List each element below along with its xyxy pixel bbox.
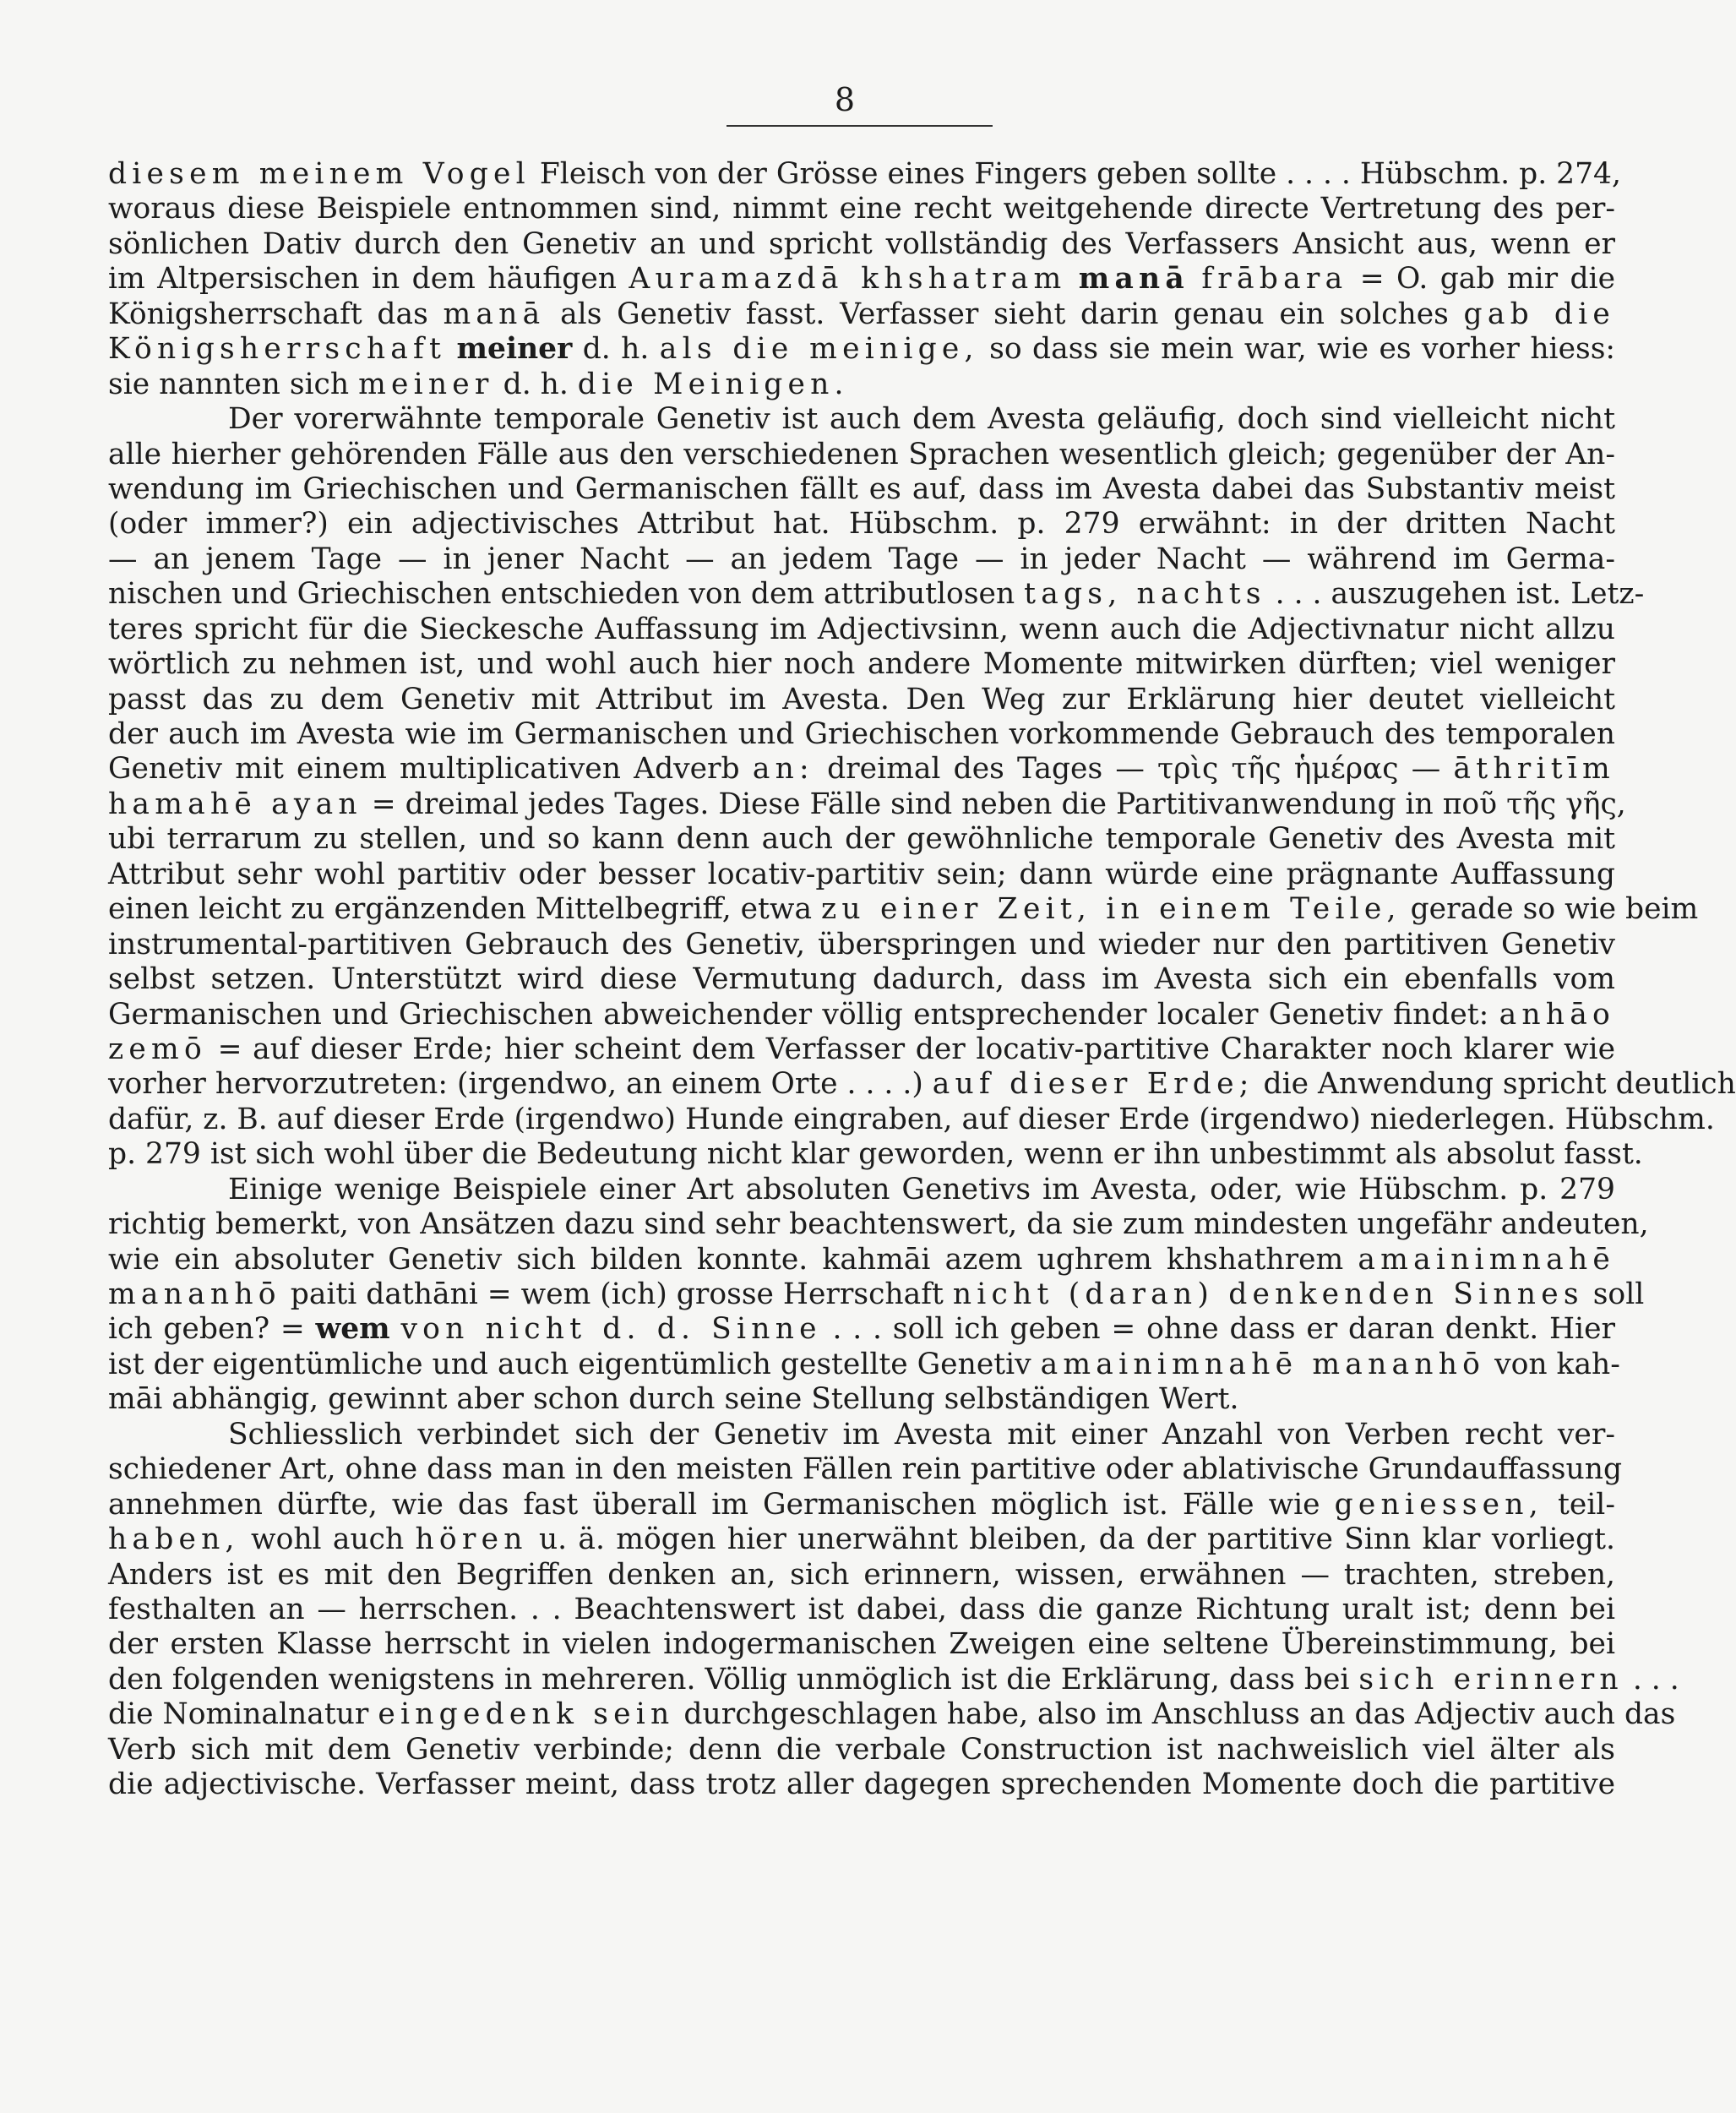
text-line (108, 1452, 1623, 1487)
text-run: teil- (1543, 1487, 1615, 1522)
text-run: als Genetiv fasst. Verfasser sieht darin genau ein solches (545, 297, 1464, 331)
spaced-emphasis: sich erinnern (1358, 1662, 1624, 1696)
text-run: Germanischen und Griechischen abweichender völlig entsprechender localer Genetiv findet: (108, 997, 1499, 1032)
text-run: im Altpersischen in dem häufigen (108, 262, 629, 297)
text-line (108, 787, 1626, 822)
text-run: Königsherrschaft das (108, 297, 444, 331)
text-run: u. ä. mögen hier unerwähnt bleiben, da der partitive Sinn klar vorliegt. (527, 1522, 1615, 1557)
text-line (108, 822, 1615, 857)
text-run: festhalten an — herrschen. . . Beachtenswert ist dabei, dass die ganze Richtung uralt ist; denn bei (108, 1592, 1615, 1626)
text-line (108, 1593, 1615, 1627)
spaced-emphasis: Königsherrschaft (108, 332, 447, 367)
text-run: māi abhängig, gewinnt aber schon durch seine Stellung selbständigen Wert. (108, 1382, 1239, 1417)
text-run: Schliesslich verbindet sich der Genetiv im Avesta mit einer Anzahl von Verben recht ver- (228, 1417, 1615, 1451)
spaced-emphasis: von nicht d. d. Sinne (400, 1312, 822, 1347)
text-line (108, 1347, 1620, 1382)
text-run: durchgeschlagen habe, also im Anschluss an das Adjectiv auch das (674, 1697, 1676, 1732)
text-line (108, 998, 1615, 1032)
text-run (1189, 262, 1201, 296)
text-line (108, 1032, 1615, 1067)
text-line (108, 1627, 1615, 1662)
spaced-emphasis: zemō (108, 1032, 207, 1066)
text-run: dafür, z. B. auf dieser Erde (irgendwo) Hunde eingraben, auf dieser Erde (irgendwo) niederlegen. Hübschm. (108, 1102, 1715, 1136)
text-line (108, 717, 1615, 752)
text-line (108, 683, 1615, 717)
text-line (108, 402, 1615, 437)
spaced-emphasis: zu einer Zeit, in einem Teile, (821, 892, 1401, 927)
text-line (108, 297, 1615, 332)
spaced-emphasis: āthritīm (1453, 752, 1615, 787)
text-line (108, 1522, 1615, 1557)
body-text (108, 157, 1736, 1803)
spaced-emphasis: die Meinigen. (577, 367, 849, 401)
text-line (108, 1277, 1645, 1312)
spaced-emphasis: anhāo (1499, 997, 1615, 1032)
text-run: ich geben? = (108, 1312, 316, 1347)
spaced-emphasis: manā (443, 297, 546, 331)
text-run: . . . auszugehen ist. Letz- (1265, 577, 1645, 612)
spaced-emphasis: eingedenk sein (378, 1697, 675, 1732)
text-run: die Anwendung spricht deutlich (1254, 1067, 1736, 1102)
text-run: wendung im Griechischen und Germanischen fällt es auf, dass im Avesta dabei das Substantiv meist (108, 471, 1615, 506)
text-line (108, 892, 1699, 927)
text-run: Einige wenige Beispiele einer Art absoluten Genetivs im Avesta, oder, wie Hübschm. p. 279 (228, 1172, 1615, 1206)
text-run: Genetiv mit einem multiplicativen Adverb (108, 752, 753, 787)
text-run: der auch im Avesta wie im Germanischen und Griechischen vorkommende Gebrauch des temporalen (108, 717, 1615, 751)
text-line (108, 613, 1615, 647)
text-run: einen leicht zu ergänzenden Mittelbegriff, etwa (108, 892, 821, 927)
text-run: Der vorerwähnte temporale Genetiv ist auch dem Avesta geläufig, doch sind vielleicht nicht (228, 402, 1615, 437)
header-rule (727, 125, 993, 127)
text-run: soll (1583, 1277, 1645, 1311)
text-run: gerade so wie beim (1401, 892, 1699, 927)
text-line (108, 858, 1615, 892)
text-run: annehmen dürfte, wie das fast überall im Germanischen möglich ist. Fälle wie (108, 1487, 1335, 1522)
text-run: Attribut sehr wohl partitiv oder besser locativ-partitiv sein; dann würde eine prägnante Auffassung (108, 857, 1615, 891)
text-line (108, 227, 1615, 262)
text-run: = O. gab mir die (1347, 262, 1616, 297)
text-run: instrumental-partitiven Gebrauch des Genetiv, überspringen und wieder nur den partitiven Genetiv (108, 927, 1615, 961)
spaced-emphasis: auf dieser Erde; (932, 1067, 1254, 1102)
text-run (390, 1312, 401, 1346)
spaced-emphasis: amainimnahē mananhō (1040, 1347, 1486, 1381)
text-line (108, 1173, 1615, 1207)
spaced-emphasis: Auramazdā khshatram (629, 262, 1067, 297)
text-run: wie ein absoluter Genetiv sich bilden konnte. kahmāi azem ughrem khshathrem (108, 1242, 1358, 1277)
text-line (108, 752, 1615, 787)
spaced-emphasis: tags, nachts (1024, 577, 1266, 612)
text-run: wohl auch (239, 1522, 416, 1557)
text-run: Verb sich mit dem Genetiv verbinde; denn die verbale Construction ist nachweislich viel älter als (108, 1732, 1615, 1767)
text-line (108, 1767, 1615, 1802)
text-line (108, 262, 1615, 297)
text-line (108, 1067, 1736, 1102)
text-line (108, 192, 1615, 226)
text-line (108, 1697, 1676, 1732)
text-run: wörtlich zu nehmen ist, und wohl auch hier noch andere Momente mitwirken dürften; viel weniger (108, 647, 1615, 682)
text-run: ist der eigentümliche und auch eigentümlich gestellte Genetiv (108, 1347, 1041, 1381)
text-run: alle hierher gehörenden Fälle aus den verschiedenen Sprachen wesentlich gleich; gegenüber der An- (108, 437, 1615, 471)
text-run: der ersten Klasse herrscht in vielen indogermanischen Zweigen eine seltene Übereinstimmung, bei (108, 1627, 1615, 1662)
text-line (108, 507, 1615, 542)
text-run: Fleisch von der Grösse eines Fingers geben sollte . . . . Hübschm. p. 274, (530, 157, 1621, 191)
text-run (446, 332, 456, 366)
text-run: d. h. (572, 332, 660, 367)
text-run: schiedener Art, ohne dass man in den meisten Fällen rein partitive oder ablativische Grundauffassung (108, 1452, 1623, 1487)
text-line (108, 962, 1615, 997)
text-run: = dreimal jedes Tages. Diese Fälle sind neben die Partitivanwendung in ποῦ τῆς γῆς, (362, 787, 1626, 821)
spaced-emphasis: nicht (daran) denkenden Sinnes (952, 1277, 1584, 1311)
text-run: ubi terrarum zu stellen, und so kann denn auch der gewöhnliche temporale Genetiv des Avesta mit (108, 822, 1615, 857)
text-line (108, 647, 1615, 682)
text-line (108, 1137, 1643, 1172)
text-run: selbst setzen. Unterstützt wird diese Vermutung dadurch, dass im Avesta sich ein ebenfalls vom (108, 962, 1615, 997)
text-run: sönlichen Dativ durch den Genetiv an und spricht vollständig des Verfassers Ansicht aus, wenn er (108, 226, 1615, 261)
bold-emphasis: meiner (456, 332, 573, 367)
bold-emphasis: wem (315, 1312, 390, 1347)
text-run: passt das zu dem Genetiv mit Attribut im Avesta. Den Weg zur Erklärung hier deutet vielleicht (108, 682, 1615, 716)
text-line (108, 1312, 1615, 1347)
text-run: . . . soll ich geben = ohne dass er daran denkt. Hier (821, 1312, 1615, 1347)
text-run: woraus diese Beispiele entnommen sind, nimmt eine recht weitgehende directe Vertretung des per- (108, 192, 1615, 226)
text-run: die adjectivische. Verfasser meint, dass trotz aller dagegen sprechenden Momente doch die partitive (108, 1767, 1615, 1802)
text-line (108, 1662, 1679, 1697)
spaced-emphasis: amainimnahē (1358, 1242, 1615, 1277)
text-run: richtig bemerkt, von Ansätzen dazu sind sehr beachtenswert, da sie zum mindesten ungefähr andeuten, (108, 1207, 1649, 1242)
text-run: Anders ist es mit den Begriffen denken an, sich erinnern, wissen, erwähnen — trachten, streben, (108, 1557, 1615, 1592)
text-run: dreimal des Tages — τρὶς τῆς ἡμέρας — (814, 752, 1454, 787)
text-run: teres spricht für die Sieckesche Auffassung im Adjectivsinn, wenn auch die Adjectivnatur nicht allzu (108, 612, 1615, 646)
text-run: den folgenden wenigstens in mehreren. Völlig unmöglich ist die Erklärung, dass bei (108, 1662, 1359, 1696)
text-line (108, 368, 1615, 402)
text-line (108, 542, 1615, 577)
text-run (1066, 262, 1078, 296)
spaced-emphasis: als die meinige, (659, 332, 979, 367)
spaced-emphasis: gab die (1463, 297, 1615, 331)
text-run: = auf dieser Erde; hier scheint dem Verfasser der locativ-partitive Charakter noch klarer wie (206, 1032, 1615, 1066)
text-run: d. h. (493, 367, 578, 401)
text-line (108, 1207, 1649, 1242)
spaced-emphasis: hamahē ayan (108, 787, 362, 821)
text-line (108, 928, 1615, 962)
text-run: die Nominalnatur (108, 1697, 378, 1732)
spaced-emphasis: meiner (358, 367, 494, 401)
text-line (108, 577, 1645, 612)
text-run: vorher hervorzutreten: (irgendwo, an einem Orte . . . .) (108, 1067, 933, 1102)
spaced-emphasis: mananhō (108, 1277, 281, 1311)
text-run: paiti dathāni = wem (ich) grosse Herrschaft (280, 1277, 953, 1311)
text-line (108, 1418, 1615, 1452)
spaced-emphasis: manā (1078, 262, 1189, 297)
text-line (108, 157, 1621, 192)
spaced-emphasis: frābara (1201, 262, 1348, 297)
spaced-emphasis: geniessen, (1334, 1487, 1543, 1522)
text-run: . . . (1623, 1662, 1679, 1696)
text-run: — an jenem Tage — in jener Nacht — an jedem Tage — in jeder Nacht — während im Germa- (108, 542, 1615, 576)
text-line (108, 1558, 1615, 1593)
text-line (108, 438, 1615, 472)
text-run: sie nannten sich (108, 367, 359, 401)
text-line (108, 1488, 1615, 1522)
text-line (108, 1243, 1615, 1277)
text-run: von kah- (1485, 1347, 1620, 1381)
spaced-emphasis: an: (752, 752, 814, 787)
spaced-emphasis: haben, (108, 1522, 240, 1557)
text-line (108, 1382, 1615, 1417)
text-run: p. 279 ist sich wohl über die Bedeutung nicht klar geworden, wenn er ihn unbestimmt als absolut fasst. (108, 1137, 1643, 1172)
text-line (108, 472, 1615, 507)
text-line (108, 1102, 1715, 1137)
spaced-emphasis: hören (415, 1522, 528, 1557)
text-line (108, 332, 1615, 367)
text-line (108, 1733, 1615, 1767)
text-run: (oder immer?) ein adjectivisches Attribut hat. Hübschm. p. 279 erwähnt: in der dritten Nacht (108, 507, 1615, 542)
spaced-emphasis: diesem meinem Vogel (108, 157, 531, 191)
text-run: nischen und Griechischen entschieden von dem attributlosen (108, 577, 1025, 612)
text-run: so dass sie mein war, wie es vorher hiess: (978, 332, 1616, 367)
page-number: 8 (834, 81, 856, 118)
